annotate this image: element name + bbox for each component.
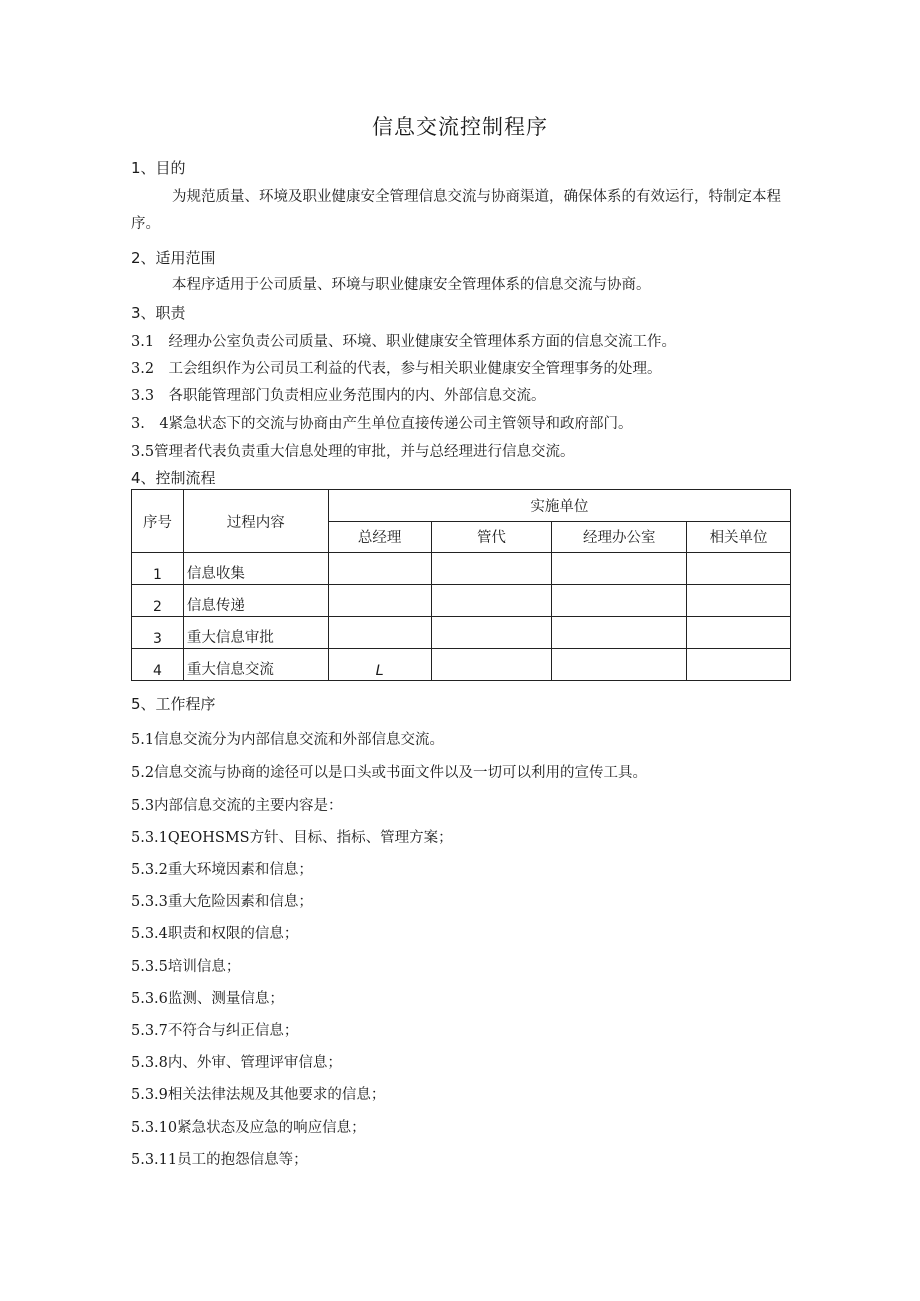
procedure-item: 5.3.5培训信息； xyxy=(131,959,241,975)
procedure-item: 5.1信息交流分为内部信息交流和外部信息交流。 xyxy=(131,732,445,748)
control-flow-table xyxy=(131,489,791,681)
section-heading-control-flow: 4、控制流程 xyxy=(131,469,216,487)
procedure-item: 5.3.6监测、测量信息； xyxy=(131,991,284,1007)
scope-text: 本程序适用于公司质量、环境与职业健康安全管理体系的信息交流与协商。 xyxy=(172,277,651,293)
row-mark xyxy=(328,553,431,585)
row-mark xyxy=(552,553,687,585)
responsibility-item: 3.1 经理办公室负责公司质量、环境、职业健康安全管理体系方面的信息交流工作。 xyxy=(131,334,677,350)
row-mark xyxy=(687,553,791,585)
header-manager-office: 经理办公室 xyxy=(552,521,687,553)
table-row xyxy=(132,649,791,681)
header-related-units: 相关单位 xyxy=(687,521,791,553)
row-mark xyxy=(431,585,552,617)
procedure-item: 5.3.1QEOHSMS方针、目标、指标、管理方案； xyxy=(131,830,453,846)
section-heading-purpose: 1、目的 xyxy=(131,159,186,177)
row-process: 信息传递 xyxy=(183,585,328,617)
responsibility-item: 3.5管理者代表负责重大信息处理的审批，并与总经理进行信息交流。 xyxy=(131,444,575,460)
header-general-manager: 总经理 xyxy=(328,521,431,553)
responsibility-item: 3. 4紧急状态下的交流与协商由产生单位直接传递公司主管领导和政府部门。 xyxy=(131,416,633,432)
row-mark xyxy=(552,585,687,617)
procedure-item: 5.3.10紧急状态及应急的响应信息； xyxy=(131,1120,366,1136)
row-process: 重大信息审批 xyxy=(183,617,328,649)
procedure-item: 5.3.7不符合与纠正信息； xyxy=(131,1023,299,1039)
purpose-text: 为规范质量、环境及职业健康安全管理信息交流与协商渠道，确保体系的有效运行，特制定本程序。 xyxy=(131,189,781,232)
row-mark xyxy=(431,553,552,585)
row-mark xyxy=(431,617,552,649)
section-heading-responsibilities: 3、职责 xyxy=(131,304,186,322)
responsibility-item: 3.3 各职能管理部门负责相应业务范围内的内、外部信息交流。 xyxy=(131,388,546,404)
row-process: 信息收集 xyxy=(183,553,328,585)
procedure-item: 5.3.8内、外审、管理评审信息； xyxy=(131,1055,342,1071)
table-row xyxy=(132,617,791,649)
row-mark xyxy=(328,585,431,617)
row-mark xyxy=(687,617,791,649)
header-seq: 序号 xyxy=(132,490,184,553)
procedure-item: 5.2信息交流与协商的途径可以是口头或书面文件以及一切可以利用的宣传工具。 xyxy=(131,765,648,781)
row-number: 3 xyxy=(132,617,184,649)
row-number: 4 xyxy=(132,649,184,681)
row-mark: L xyxy=(328,649,431,681)
table-row xyxy=(132,585,791,617)
row-mark xyxy=(552,617,687,649)
procedure-item: 5.3.4职责和权限的信息； xyxy=(131,926,299,942)
procedure-item: 5.3.9相关法律法规及其他要求的信息； xyxy=(131,1087,386,1103)
header-process: 过程内容 xyxy=(183,490,328,553)
procedure-item: 5.3.3重大危险因素和信息； xyxy=(131,894,313,910)
header-management-rep: 管代 xyxy=(431,521,552,553)
procedure-item: 5.3内部信息交流的主要内容是： xyxy=(131,798,343,814)
table-row xyxy=(132,553,791,585)
row-mark xyxy=(552,649,687,681)
row-mark xyxy=(328,617,431,649)
row-process: 重大信息交流 xyxy=(183,649,328,681)
procedure-item: 5.3.2重大环境因素和信息； xyxy=(131,862,313,878)
page-title: 信息交流控制程序 xyxy=(372,115,548,139)
responsibility-item: 3.2 工会组织作为公司员工利益的代表，参与相关职业健康安全管理事务的处理。 xyxy=(131,361,662,377)
header-implementing-units: 实施单位 xyxy=(328,490,790,522)
row-mark xyxy=(431,649,552,681)
section-heading-work-procedure: 5、工作程序 xyxy=(131,695,216,713)
procedure-item: 5.3.11员工的抱怨信息等； xyxy=(131,1152,308,1168)
row-number: 1 xyxy=(132,553,184,585)
section-heading-scope: 2、适用范围 xyxy=(131,249,216,267)
row-mark xyxy=(687,649,791,681)
row-number: 2 xyxy=(132,585,184,617)
row-mark xyxy=(687,585,791,617)
